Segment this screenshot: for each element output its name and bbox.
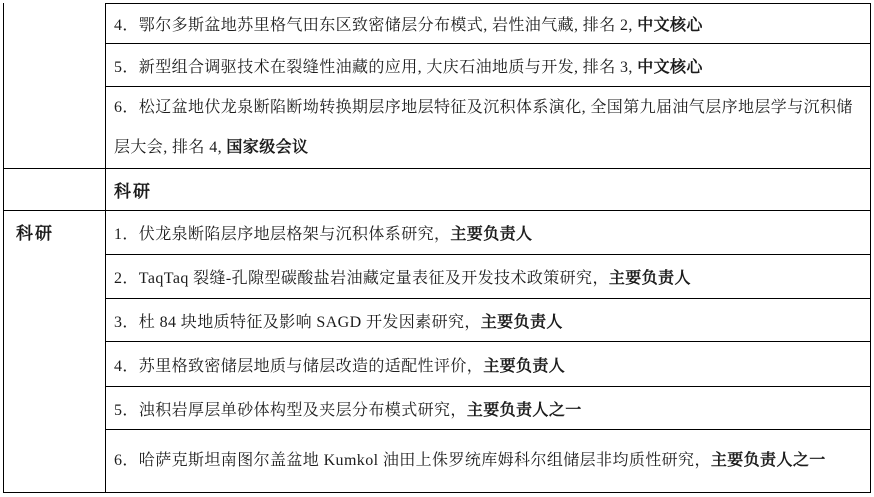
research-header-row xyxy=(4,168,870,210)
publication-highlight: 中文核心 xyxy=(637,58,703,76)
research-rows xyxy=(106,211,870,492)
publication-text: 4．鄂尔多斯盆地苏里格气田东区致密储层分布模式, 岩性油气藏, 排名 2, 中文核心 xyxy=(114,17,703,34)
research-row xyxy=(106,341,870,386)
research-header-label: 科研 xyxy=(114,182,152,201)
research-text: 4．苏里格致密储层地质与储层改造的适配性评价，主要负责人 xyxy=(114,357,566,375)
publications-left-cell xyxy=(4,3,106,168)
research-section xyxy=(4,210,870,492)
publications-rows xyxy=(106,3,870,168)
publication-row xyxy=(106,4,870,43)
research-text: 2．TaqTaq 裂缝-孔隙型碳酸盐岩油藏定量表征及开发技术政策研究，主要负责人 xyxy=(114,270,691,287)
publication-highlight: 中文核心 xyxy=(637,17,703,34)
publication-row xyxy=(106,86,870,168)
publication-row xyxy=(106,43,870,86)
publication-text: 5．新型组合调驱技术在裂缝性油藏的应用, 大庆石油地质与开发, 排名 3, 中文核心 xyxy=(114,58,703,76)
research-highlight: 主要负责人 xyxy=(450,226,533,243)
research-text: 3．杜 84 块地质特征及影响 SAGD 开发因素研究，主要负责人 xyxy=(114,313,563,331)
research-text: 6．哈萨克斯坦南图尔盖盆地 Kumkol 油田上侏罗统库姆科尔组储层非均质性研究，主要负责人之一 xyxy=(114,452,826,469)
research-highlight: 主要负责人 xyxy=(608,270,691,287)
publication-highlight: 国家级会议 xyxy=(226,138,309,156)
research-highlight: 主要负责人 xyxy=(480,313,563,331)
research-row xyxy=(106,254,870,298)
research-row xyxy=(106,298,870,341)
research-highlight: 主要负责人 xyxy=(483,357,566,375)
research-row xyxy=(106,386,870,429)
research-highlight: 主要负责人之一 xyxy=(466,401,582,419)
research-text: 1．伏龙泉断陷层序地层格架与沉积体系研究，主要负责人 xyxy=(114,226,533,243)
research-header-left-cell xyxy=(4,169,106,210)
research-text: 5．浊积岩厚层单砂体构型及夹层分布模式研究，主要负责人之一 xyxy=(114,401,582,419)
research-left-label: 科研 xyxy=(4,211,106,492)
research-row xyxy=(106,211,870,254)
publications-section xyxy=(4,3,870,168)
research-row xyxy=(106,429,870,492)
publication-text: 6．松辽盆地伏龙泉断陷断坳转换期层序地层特征及沉积体系演化, 全国第九届油气层序地层学与沉积储层大会, 排名 4, 国家级会议 xyxy=(114,98,853,156)
research-highlight: 主要负责人之一 xyxy=(710,452,826,469)
resume-table xyxy=(3,3,871,493)
